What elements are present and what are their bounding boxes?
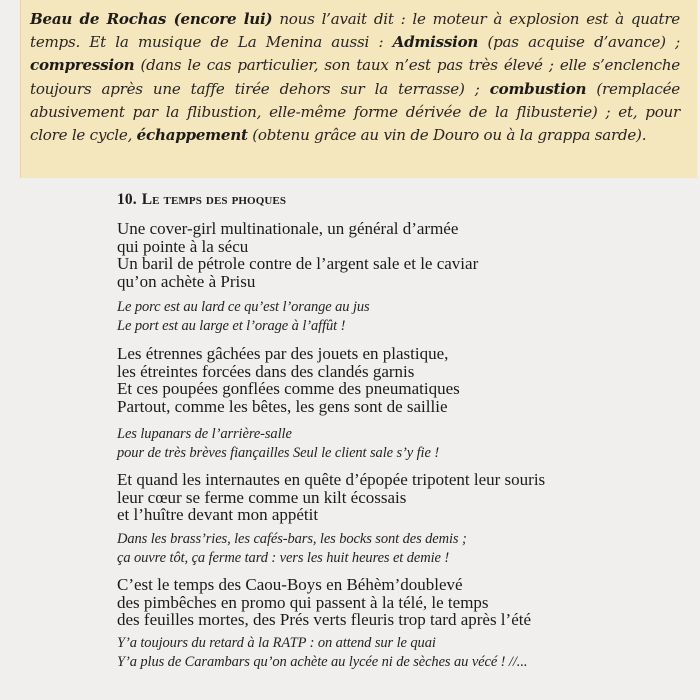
- poem-line: Y’a toujours du retard à la RATP : on attend sur le quai: [117, 635, 436, 651]
- poem-line: des pimbêches en promo qui passent à la télé, le temps: [117, 592, 489, 612]
- intro-bold-phrase: Beau de Rochas (encore lui): [30, 10, 273, 28]
- intro-bold-phrase: échappement: [136, 126, 248, 145]
- stanza-3: [117, 345, 460, 415]
- poem-line: Y’a plus de Carambars qu’on achète au lycée ni de sèches au vécé ! //...: [117, 654, 528, 670]
- poem-line: et l’huître devant mon appétit: [117, 505, 319, 524]
- poem-line: les étreintes forcées dans des clandés garnis: [117, 361, 415, 381]
- intro-bold-phrase: combustion: [489, 79, 587, 98]
- poem-line: Un baril de pétrole contre de l’argent sale et le caviar: [117, 254, 479, 273]
- section-title: Le temps des phoques: [141, 191, 287, 208]
- poem-line: qui pointe à la sécu: [117, 236, 249, 256]
- poem-line: Et ces poupées gonflées comme des pneumatiques: [117, 379, 460, 398]
- stanza-7: [117, 576, 531, 629]
- stanza-8: [117, 634, 527, 672]
- poem-line: Les lupanars de l’arrière-salle: [117, 426, 292, 442]
- poem-line: Une cover-girl multinationale, un général d’armée: [117, 219, 459, 238]
- intro-bold-phrase: Admission: [392, 33, 479, 52]
- stanza-1: [117, 220, 478, 290]
- section-heading: [117, 191, 286, 209]
- poem-line: C’est le temps des Caou-Boys en Béhèm’doublevé: [117, 575, 463, 594]
- poem-line: Le port est au large et l’orage à l’affût !: [117, 318, 346, 334]
- poem-line: Et quand les internautes en quête d’épopée tripotent leur souris: [117, 470, 546, 489]
- intro-bold-phrase: compression: [30, 56, 135, 75]
- intro-text-run: (remplacée abusivement par la flibustion, elle-même forme dérivée de la flibusterie) ; et, pour clore le cycle,: [30, 79, 680, 145]
- poem-line: leur cœur se ferme comme un kilt écossais: [117, 487, 407, 507]
- poem-line: ça ouvre tôt, ça ferme tard : vers les huit heures et demie !: [117, 550, 450, 566]
- intro-text-run: (pas acquise d’avance) ;: [478, 33, 680, 52]
- intro-paragraph: [30, 8, 680, 147]
- intro-text-run: nous l’avait dit : le moteur à explosion est à quatre temps. Et la musique de La Menina aussi :: [30, 10, 680, 52]
- poem-line: qu’on achète à Prisu: [117, 271, 256, 291]
- stanza-2: [117, 298, 370, 336]
- intro-text-run: (obtenu grâce au vin de Douro ou à la grappa sarde).: [247, 126, 647, 145]
- poem-line: Partout, comme les bêtes, les gens sont de saillie: [117, 396, 448, 416]
- stanza-4: [117, 425, 439, 463]
- poem-line: pour de très brèves fiançailles Seul le client sale s’y fie !: [117, 445, 440, 461]
- poem-line: Les étrennes gâchées par des jouets en plastique,: [117, 344, 449, 363]
- poem-line: Dans les brass’ries, les cafés-bars, les bocks sont des demis ;: [117, 531, 467, 547]
- stanza-5: [117, 471, 545, 524]
- intro-text-run: (dans le cas particulier, son taux n’est pas très élevé ; elle s’enclenche toujours après une taffe tirée dehors sur la terrasse) ;: [30, 56, 680, 98]
- poem-line: des feuilles mortes, des Prés verts fleuris trop tard après l’été: [117, 610, 532, 629]
- poem-line: Le porc est au lard ce qu’est l’orange au jus: [117, 299, 370, 315]
- stanza-6: [117, 530, 467, 568]
- section-number: 10.: [117, 191, 137, 208]
